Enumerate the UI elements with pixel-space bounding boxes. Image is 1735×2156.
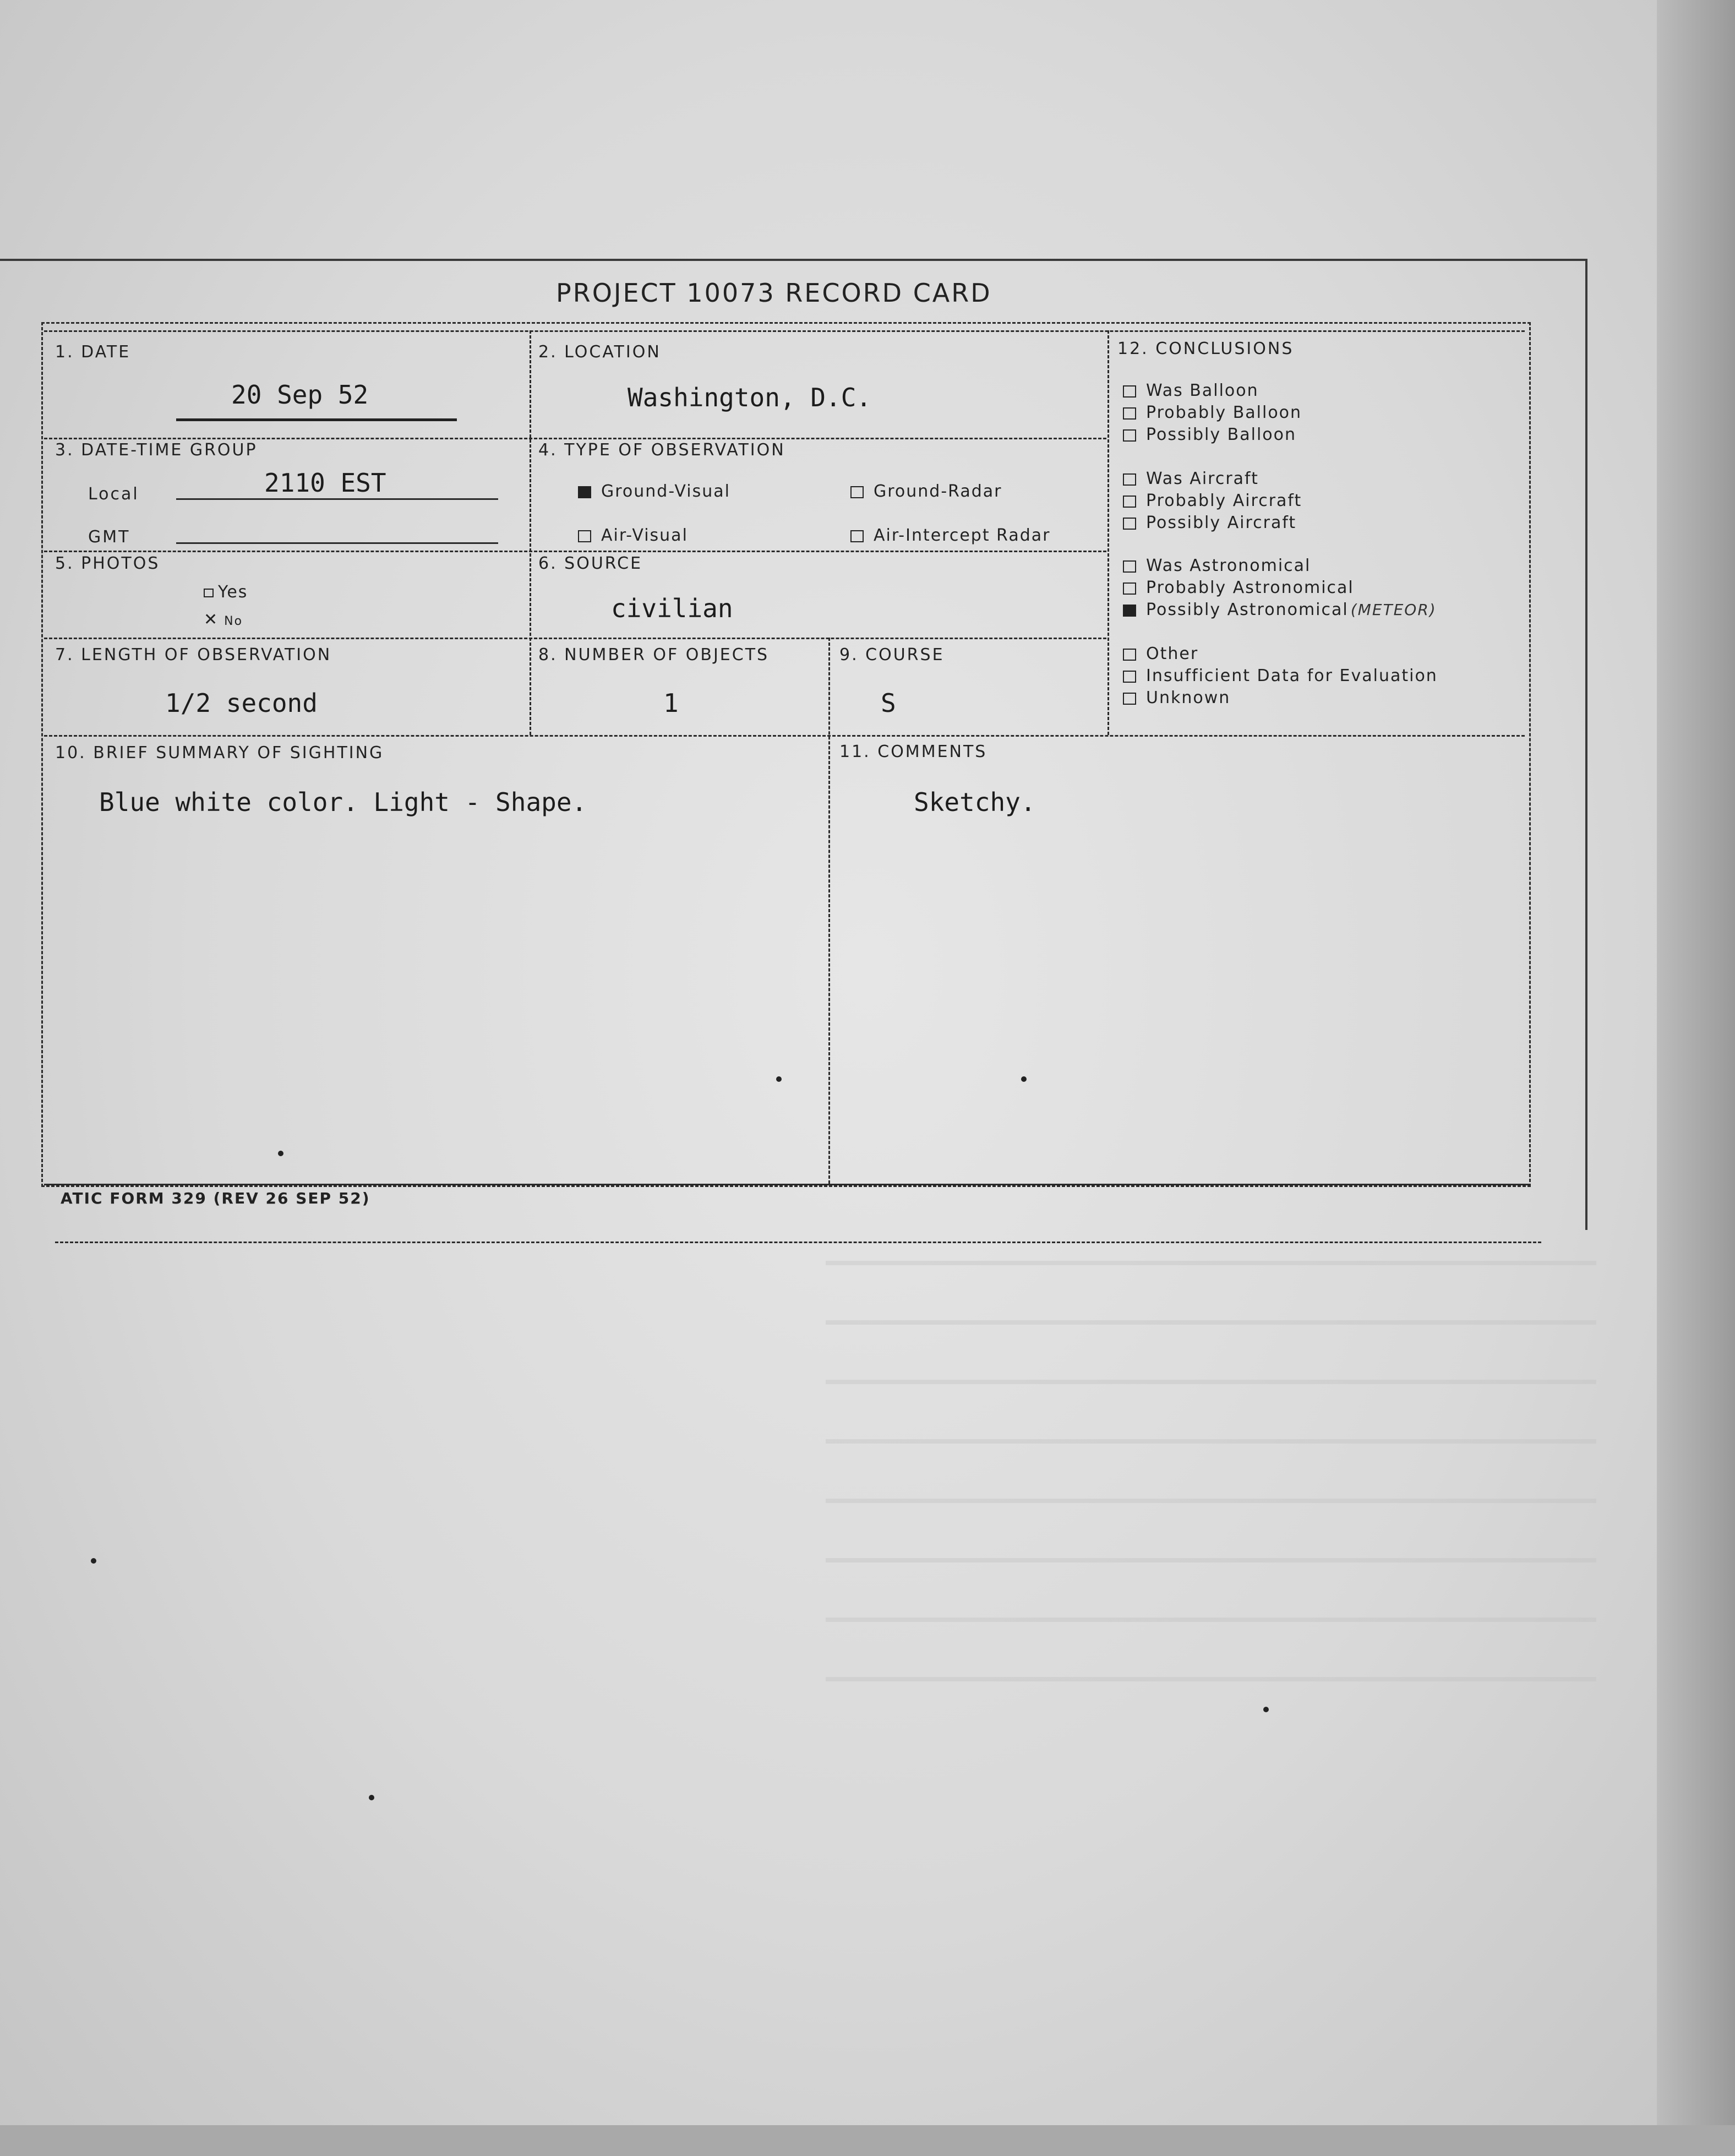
- local-label: Local: [88, 484, 139, 504]
- date-underline: [176, 418, 457, 421]
- conclusion-probably-astronomical: Probably Astronomical: [1123, 578, 1354, 597]
- row-rule-4: [44, 735, 1525, 737]
- conclusions-label: 12. CONCLUSIONS: [1117, 339, 1294, 358]
- summary-label: 10. BRIEF SUMMARY OF SIGHTING: [55, 743, 384, 763]
- conclusion-probably-balloon: Probably Balloon: [1123, 403, 1302, 422]
- course-value: S: [881, 688, 896, 718]
- scan-speck: [1021, 1076, 1027, 1082]
- checkbox-icon: [1123, 560, 1136, 573]
- x-mark-icon: ✕: [204, 610, 219, 629]
- option-ground-visual: Ground-Visual: [578, 482, 730, 501]
- photos-no-option: ✕ No: [204, 610, 243, 629]
- checkbox-icon: [1123, 385, 1136, 398]
- comments-label: 11. COMMENTS: [839, 742, 987, 761]
- checkbox-icon: [1123, 649, 1136, 661]
- checkbox-icon: [850, 486, 864, 498]
- card-top-rule: [44, 330, 1525, 332]
- local-time-value: 2110 EST: [264, 468, 386, 498]
- checkbox-icon: [1123, 693, 1136, 705]
- conclusion-other: Other: [1123, 644, 1198, 663]
- option-ground-radar: Ground-Radar: [850, 482, 1002, 501]
- bleed-through-area: [826, 1222, 1596, 1718]
- checkbox-checked-icon: [1123, 605, 1136, 617]
- checkbox-icon: [850, 530, 864, 542]
- conclusion-probably-aircraft: Probably Aircraft: [1123, 491, 1302, 510]
- checkbox-icon: [1123, 429, 1136, 442]
- comments-value: Sketchy.: [914, 787, 1036, 817]
- col-rule-2: [1107, 330, 1109, 735]
- number-of-objects-label: 8. NUMBER OF OBJECTS: [538, 645, 770, 665]
- checkbox-icon: [1123, 582, 1136, 595]
- length-of-observation-label: 7. LENGTH OF OBSERVATION: [55, 645, 332, 665]
- conclusion-insufficient-data: Insufficient Data for Evaluation: [1123, 666, 1438, 685]
- photos-label: 5. PHOTOS: [55, 554, 160, 573]
- checkbox-icon: [1123, 518, 1136, 530]
- photos-yes-option: Yes: [204, 582, 248, 602]
- checkbox-icon: [204, 589, 214, 597]
- col-rule-3: [828, 638, 830, 1184]
- checkbox-icon: [1123, 671, 1136, 683]
- date-time-group-label: 3. DATE-TIME GROUP: [55, 440, 258, 460]
- checkbox-icon: [578, 530, 591, 542]
- card-bottom-edge: [55, 1242, 1541, 1243]
- gmt-underline: [176, 542, 498, 544]
- scan-speck: [369, 1795, 374, 1800]
- date-label: 1. DATE: [55, 342, 131, 362]
- local-underline: [176, 498, 498, 500]
- page-edge-bottom: [0, 2125, 1735, 2156]
- row-rule-1: [44, 438, 1106, 439]
- location-value: Washington, D.C.: [628, 383, 872, 412]
- row-rule-3: [44, 638, 1106, 639]
- type-of-observation-label: 4. TYPE OF OBSERVATION: [538, 440, 785, 460]
- conclusion-possibly-aircraft: Possibly Aircraft: [1123, 513, 1296, 532]
- footer-rule: [44, 1184, 1530, 1185]
- scan-speck: [278, 1151, 283, 1156]
- source-label: 6. SOURCE: [538, 554, 643, 573]
- number-of-objects-value: 1: [663, 688, 679, 718]
- conclusion-possibly-astronomical: Possibly Astronomical (METEOR): [1123, 600, 1437, 619]
- conclusion-was-aircraft: Was Aircraft: [1123, 469, 1259, 488]
- scan-speck: [776, 1076, 782, 1082]
- form-id: ATIC FORM 329 (REV 26 SEP 52): [61, 1189, 370, 1207]
- gmt-label: GMT: [88, 527, 130, 547]
- page-edge-right: [1657, 0, 1735, 2156]
- date-value: 20 Sep 52: [231, 380, 369, 410]
- conclusion-was-balloon: Was Balloon: [1123, 381, 1259, 400]
- option-air-intercept-radar: Air-Intercept Radar: [850, 526, 1050, 545]
- card-title: PROJECT 10073 RECORD CARD: [556, 278, 992, 308]
- conclusion-possibly-balloon: Possibly Balloon: [1123, 425, 1296, 444]
- source-value: civilian: [611, 594, 733, 623]
- row-rule-2: [44, 551, 1106, 552]
- scan-speck: [91, 1558, 96, 1564]
- location-label: 2. LOCATION: [538, 342, 661, 362]
- checkbox-icon: [1123, 473, 1136, 486]
- checkbox-icon: [1123, 407, 1136, 420]
- checkbox-icon: [1123, 496, 1136, 508]
- handwritten-note: (METEOR): [1350, 601, 1437, 619]
- course-label: 9. COURSE: [839, 645, 945, 665]
- option-air-visual: Air-Visual: [578, 526, 688, 545]
- summary-value: Blue white color. Light - Shape.: [99, 787, 587, 817]
- length-of-observation-value: 1/2 second: [165, 688, 318, 718]
- conclusion-unknown: Unknown: [1123, 688, 1230, 707]
- conclusion-was-astronomical: Was Astronomical: [1123, 556, 1311, 575]
- col-rule-1: [530, 330, 531, 735]
- checkbox-checked-icon: [578, 486, 591, 498]
- scan-speck: [1263, 1707, 1269, 1712]
